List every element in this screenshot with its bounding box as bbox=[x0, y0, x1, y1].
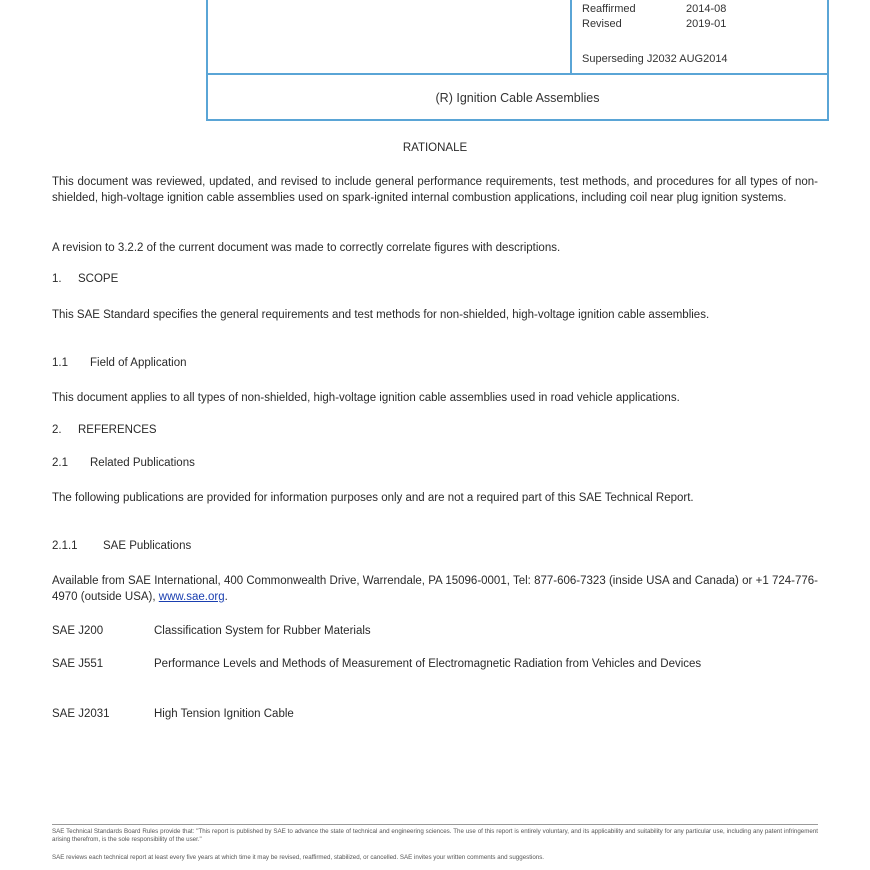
section-title: SAE Publications bbox=[103, 540, 192, 552]
sae-publications-paragraph bbox=[52, 573, 818, 605]
related-publications-paragraph: The following publications are provided for information purposes only and are not a required part of this SAE Technical Report. bbox=[52, 492, 694, 504]
section-title: SCOPE bbox=[78, 273, 119, 285]
revision-note: A revision to 3.2.2 of the current document was made to correctly correlate figures with descriptions. bbox=[52, 242, 561, 254]
section-title: Field of Application bbox=[90, 357, 187, 369]
reference-item bbox=[52, 623, 818, 639]
reaffirmed-value: 2014-08 bbox=[686, 3, 727, 15]
link-trailing-period: . bbox=[224, 591, 228, 603]
section-field-of-application-heading bbox=[52, 357, 187, 369]
rationale-heading: RATIONALE bbox=[402, 142, 468, 154]
revised-row bbox=[582, 18, 726, 30]
section-scope-heading bbox=[52, 273, 118, 285]
reference-code: SAE J200 bbox=[52, 625, 104, 637]
section-title: Related Publications bbox=[90, 457, 195, 469]
header-left-cell bbox=[208, 0, 572, 73]
reference-title: Performance Levels and Methods of Measurement of Electromagnetic Radiation from Vehicles and Devices bbox=[154, 658, 702, 670]
reaffirmed-label: Reaffirmed bbox=[582, 3, 636, 15]
header-dates-cell bbox=[572, 0, 827, 73]
footer-disclaimer: SAE Technical Standards Board Rules provide that: "This report is published by SAE to advance the state of technical and engineering sciences. The use of this report is entirely voluntary, and its applicability and suitability for any particular use, including any patent infringement arising therefrom, is the sole responsibility of the user." bbox=[52, 828, 818, 843]
header-box bbox=[206, 0, 829, 121]
section-number: 2.1 bbox=[52, 457, 68, 469]
sae-website-link[interactable]: www.sae.org bbox=[158, 591, 225, 603]
availability-text: Available from SAE International, 400 Commonwealth Drive, Warrendale, PA 15096-0001, Tel: 877-606-7323 (inside USA and Canada) or +1 724-776-4970 (outside USA), bbox=[52, 575, 818, 603]
superseding-text: Superseding J2032 AUG2014 bbox=[582, 53, 728, 65]
section-number: 2. bbox=[52, 424, 62, 436]
reaffirmed-row bbox=[582, 3, 726, 15]
reference-item bbox=[52, 656, 818, 672]
rationale-paragraph: This document was reviewed, updated, and revised to include general performance requirements, test methods, and procedures for all types of non-shielded, high-voltage ignition cable assemblies used on spark-ignited internal combustion applications, including coil near plug ignition systems. bbox=[52, 176, 818, 204]
scope-paragraph: This SAE Standard specifies the general requirements and test methods for non-shielded, high-voltage ignition cable assemblies. bbox=[52, 309, 710, 321]
section-references-heading bbox=[52, 424, 157, 436]
footer-review-notice: SAE reviews each technical report at least every five years at which time it may be revised, reaffirmed, stabilized, or cancelled. SAE invites your written comments and suggestions. bbox=[52, 854, 545, 861]
reference-code: SAE J2031 bbox=[52, 708, 110, 720]
revised-value: 2019-01 bbox=[686, 18, 727, 30]
section-number: 1.1 bbox=[52, 357, 68, 369]
section-related-publications-heading bbox=[52, 457, 195, 469]
footer-divider bbox=[52, 824, 818, 825]
section-number: 1. bbox=[52, 273, 62, 285]
section-number: 2.1.1 bbox=[52, 540, 78, 552]
document-title: (R) Ignition Cable Assemblies bbox=[435, 91, 600, 105]
header-top-row bbox=[208, 0, 827, 75]
reference-title: Classification System for Rubber Materials bbox=[154, 625, 371, 637]
section-title: REFERENCES bbox=[78, 424, 157, 436]
reference-title: High Tension Ignition Cable bbox=[154, 708, 294, 720]
field-of-application-paragraph: This document applies to all types of non-shielded, high-voltage ignition cable assemblies used in road vehicle applications. bbox=[52, 392, 680, 404]
section-sae-publications-heading bbox=[52, 540, 191, 552]
revised-label: Revised bbox=[582, 18, 622, 30]
reference-item bbox=[52, 706, 818, 722]
reference-code: SAE J551 bbox=[52, 658, 104, 670]
